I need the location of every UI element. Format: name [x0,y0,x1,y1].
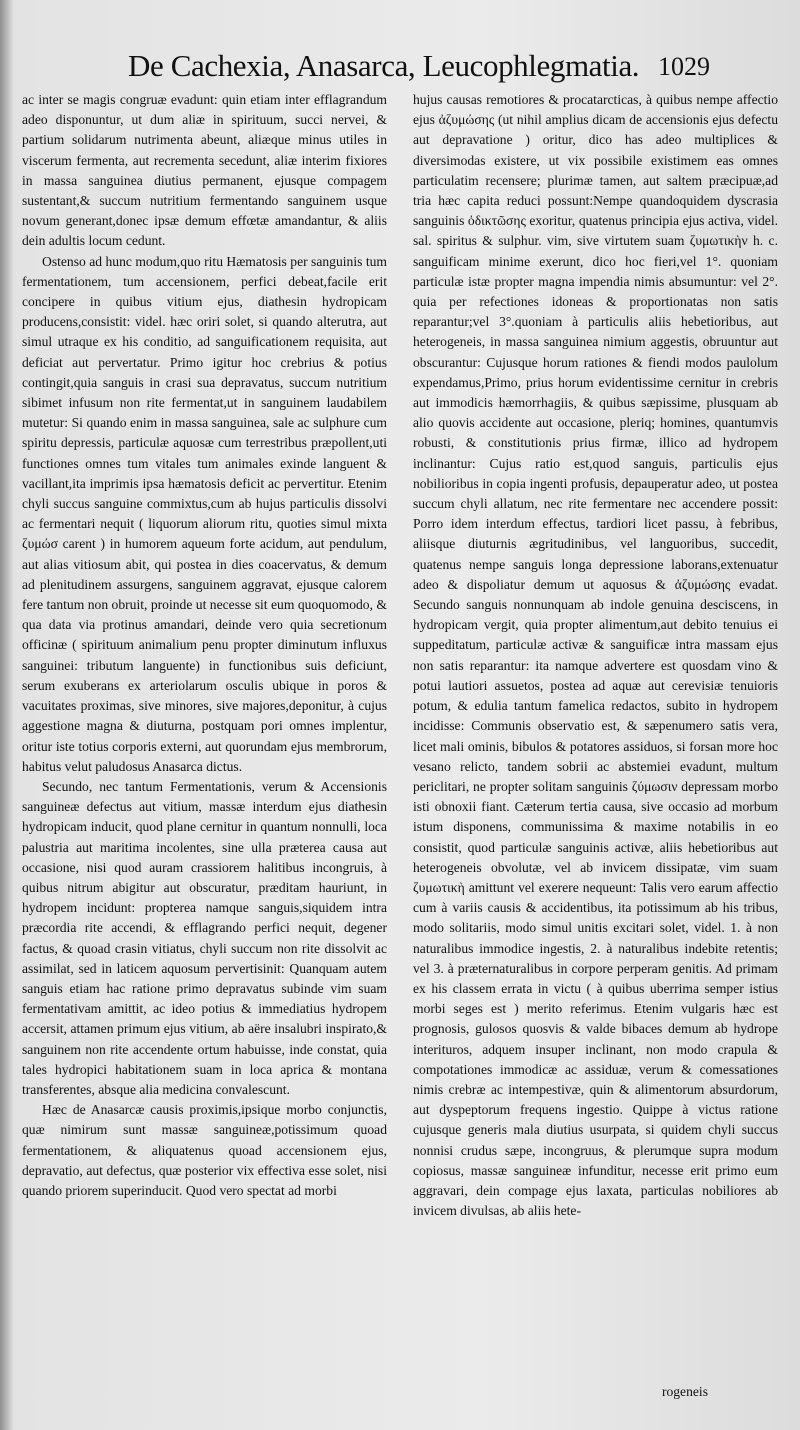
left-column [22,90,387,1402]
paragraph: hujus causas remotiores & procatarcticas, à quibus nempe affectio ejus ἀζυμώσης (ut nihil amplius dicam de accensionis ejus defectu aut depravatione ) oritur, dico has adeo multiplices & diversimodas existere, ut vix possibile existimem eas omnes particulatim recensere; plurimæ tamen, aut saltem præcipuæ,ad tria hæc capita reduci possunt:Nempe quandoquidem dyscrasia sanguinis ὀδικτῶσης exoritur, quatenus principia ejus activa, videl. sal. spiritus & sulphur. vim, sive virtutem suam ζυμωτικὴν h. c. sanguificam minime exerunt, dico hoc fieri,vel 1°. quoniam particulæ istæ propter magna impendia nimis absumuntur: vel 2°. quia per refectiones idoneas & proportionatas non satis reparantur;vel 3°.quoniam à particulis aliis hebetioribus, aut heterogeneis, in massa sanguinea nimium aggestis, obruuntur aut obscurantur: Cujusque horum rationes & fiendi modos paulolum expendamus,Primo, prius horum evidentissime cernitur in crebris aut immodicis hæmorrhagiis, & quibus sæpissime, plusquam ab alio quovis accidente aut occasione, pleriq; homines, quantumvis robusti, & constitutionis prius firmæ, illico ad hydropem inclinantur: Cujus ratio est,quod sanguis, particulis ejus nobilioribus in copia ingenti profusis, depauperatur adeo, ut postea succum chyli allatum, nec rite fermentare nec accendere possit: Porro idem interdum effectus, tardiori licet passu, à febribus, aliisque diuturnis ægritudinibus, vel languoribus, succedit, quatenus nempe sanguis longa depressione laborans,extenuatur adeo & dispoliatur demum ut aquosus & ἀζυμώσης evadat. Secundo sanguis nonnunquam ab indole genuina desciscens, in hydropicam vergit, quia propter alimentum,aut debito tenuius ei suppeditatum, particulæ activæ & sanguificæ intra massam ejus non satis reparantur: ita namque advertere est quosdam vino & potui lautiori assuetos, postea ad aquæ aut cerevisiæ tenuioris potum, & edulia tantum famelica redactos, subito in hydropem incidisse: Communis observatio est, & sæpenumero satis vera, licet mali ominis, bibulos & potatores assiduos, si forsan more hoc vesano relicto, tandem sobrii ac abstemiei evadunt, multum periclitari, ne propter solitam sanguinis ζύμωσιν depressam morbo isti obnoxii fiant. Cæterum tertia causa, sive occasio ad morbum istum disponens, communissima & maxime notabilis in eo consistit, quod particulæ sanguinis activæ, aliis hebetioribus aut heterogeneis obvolutæ, vel ab invicem dissipatæ, vim suam ζυμωτικὴ amittunt vel exerere nequeunt: Talis vero earum affectio cum à variis causis & accidentibus, ita potissimum ab his tribus, modo solitariis, modo simul unitis excitari solet, videl. 1. à non naturalibus immodice ingestis, 2. à naturalibus indebite retentis; vel 3. à præternaturalibus in corpore perperam genitis. Ad primam ex his classem errata in victu ( à quibus uberrima semper istius morbi seges est ) merito referimus. Etenim vulgaris hæc est prognosis, gulosos quosvis & valde bibaces demum ab hydrope interituros, adquem insuper inclinant, non modo crapula & compotationes immodicæ ac assiduæ, verum & comessationes nimis crebræ ac intempestivæ, quin & alimentorum absurdorum, aut dyspeptorum frequens ingestio. Quippe à victus ratione cujusque generis mala diutius usurpata, si quidem chyli succus nonnisi crudus sæpe, incongruus, & plerumque supra modum copiosus, massæ sanguineæ infunditur, necesse erit primo eum aggravari, dein compage ejus laxata, particulas nobiliores ab invicem divulsas, ab aliis hete- [413,92,778,1219]
catchword: rogeneis [661,1384,708,1399]
paragraph: Ostenso ad hunc modum,quo ritu Hæmatosis per sanguinis tum fermentationem, tum accensionem, perfici debeat,facile erit concipere in quibus vitium ejus, diathesin hydropicam producens,consistit: videl. hæc oriri solet, si quando alterutra, aut simul utraque ex his conditio, ad sanguificationem requisita, aut deficiat aut pervertatur. Primo igitur hoc crebrius & potius contingit,quia sanguis in crasi sua depravatus, succum nutritium sibimet infusum non rite fermentat,ut in sanguinem laudabilem mutetur: Si quando enim in massa sanguinea, sale ac sulphure cum spiritu depressis, particulæ aquosæ cum terrestribus præpollent,uti functiones omnes tum vitales tum animales exinde languent & vacillant,ita imprimis ipsa hæmatosis deficit ac pervertitur. Etenim chyli succus sanguine commixtus,cum ab hujus particulis dissolvi ac fermentari nequit ( liquorum aliorum ritu, quoties simul mixta ζυμώσ carent ) in humorem aqueum forte acidum, aut pendulum, aut alias vitiosum abit, qui postea in dies coacervatus, & demum ad plenitudinem assurgens, sanguinem aggravat, ejusque calorem fere tantum non obruit, proinde ut necesse sit eum quoquomodo, & qua data via protinus amandari, deinde vero quia secretionum officinæ ( spirituum animalium penu propter diminutum influxus sanguinei: tributum languente) in functionibus suis deficiunt, serum exuberans ex arteriolarum osculis ubique in poros & vacuitates proximas, sive minores, sive majores,deponitur, à cujus aggestione magna & diuturna, postquam pori omnes implentur, oritur iste totius corporis externi, aut quorundam ejus membrorum, habitus velut paludosus Anasarca dictus. [22,253,387,774]
text-columns [22,90,778,1402]
right-column [413,90,778,1402]
page-number: 1029 [658,52,710,81]
running-title: De Cachexia, Anasarca, Leucophlegmatia. [128,48,640,83]
paragraph: Hæc de Anasarcæ causis proximis,ipsique morbo conjunctis, quæ nimirum sunt massæ sanguineæ,potissimum quoad fermentationem, & aliquatenus quoad accensionem ejus, depravatio, aut defectus, quæ posterior vix effectiva esse solet, nisi quando priorem superinducit. Quod vero spectat ad morbi [22,1102,387,1198]
paragraph: Secundo, nec tantum Fermentationis, verum & Accensionis sanguineæ defectus aut vitium, massæ interdum ejus diathesin hydropicam inducit, quod plane cernitur in quantum nonnulli, loca palustria aut maritima incolentes, sine ulla præterea causa aut occasione, nisi quod auram crassiorem halitibus incongruis, à quibus nitrum abigitur aut obscuratur, præditam hauriunt, in hydropem incidunt: propterea namque sanguis,siquidem intra præcordia rite accendi, & efflagrando perfici nequit, degener factus, & quoad crasin vitiatus, chyli succum non rite dissolvit ac assimilat, sed in laticem aquosum pervertisinit: Quanquam autem sanguis etiam hac ratione primo depravatus subinde vim suam fermentativam amittit, ac ideo potius & immediatius hydropem accersit, attamen primum ejus vitium, ab aëre insalubri inspirato,& sanguinem non rite accendente ortum habuisse, inde constat, quia tales hydropici habitationem suam in loca aprica & montana transferentes, absque alia medicina convalescunt. [22,778,387,1097]
paragraph: ac inter se magis congruæ evadunt: quin etiam inter efflagrandum adeo disponuntur, ut dum aliæ in spirituum, succi nervei, & partium solidarum nutrimenta abeunt, aliæque minus utiles in viscerum fermenta, aut recrementa secedunt, aliæ interim fixiores in massa sanguinea diutius permanent, ejusque compagem sustentant,& succum nutritium fermentando sanguinem usque novum generant,donec ipsæ demum effœtæ amandantur, & aliis dein adultis locum cedunt. [22,92,387,249]
page-header [0,40,800,90]
